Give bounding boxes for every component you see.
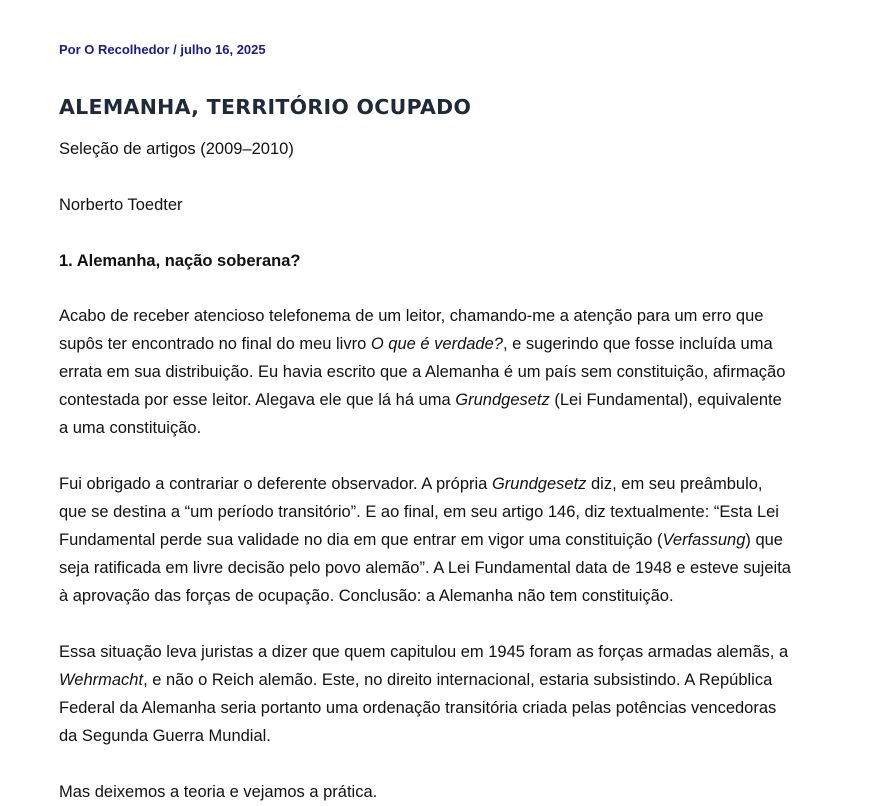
text-run: da Segunda Guerra Mundial.	[59, 727, 271, 745]
text-run: que se destina a “um período transitório”. E ao final, em seu artigo 146, diz textualmente: “Esta Lei	[59, 503, 779, 521]
text-run: Mas deixemos a teoria e vejamos a prática.	[59, 783, 378, 801]
text-run: supôs ter encontrado no final do meu livro	[59, 335, 371, 353]
emphasis-term: Wehrmacht	[59, 671, 144, 689]
text-run: Fui obrigado a contrariar o deferente observador. A própria	[59, 475, 492, 493]
paragraph-line	[59, 778, 819, 806]
text-run: , e sugerindo que fosse incluída uma	[502, 335, 773, 353]
paragraph-line	[59, 302, 819, 330]
paragraph-4	[59, 778, 819, 806]
text-run: Acabo de receber atencioso telefonema de um leitor, chamando-me a atenção para um erro que	[59, 307, 764, 325]
paragraph-line	[59, 554, 819, 582]
paragraph-line	[59, 526, 819, 554]
paragraph-line	[59, 582, 819, 610]
paragraph-line	[59, 330, 819, 358]
book-title: O que é verdade?	[370, 335, 503, 353]
paragraph-3	[59, 638, 819, 750]
section-heading: 1. Alemanha, nação soberana?	[59, 252, 301, 270]
post-title: ALEMANHA, TERRITÓRIO OCUPADO	[59, 95, 472, 119]
emphasis-term: Verfassung	[662, 531, 746, 549]
paragraph-line	[59, 358, 819, 386]
text-run: Federal da Alemanha seria portanto uma ordenação transitória criada pelas potências vencedoras	[59, 699, 777, 717]
text-run: a uma constituição.	[59, 419, 202, 437]
text-run: , e não o Reich alemão. Este, no direito internacional, estaria subsistindo. A República	[143, 671, 773, 689]
emphasis-term: Grundgesetz	[491, 475, 587, 493]
text-run: contestada por esse leitor. Alegava ele que lá há uma	[59, 391, 456, 409]
post-byline[interactable]: Por O Recolhedor / julho 16, 2025	[59, 42, 266, 57]
text-run: errata em sua distribuição. Eu havia escrito que a Alemanha é um país sem constituição, afirmação	[59, 363, 786, 381]
text-run: Essa situação leva juristas a dizer que quem capitulou em 1945 foram as forças armadas alemãs, a	[59, 643, 789, 661]
paragraph-line	[59, 666, 819, 694]
paragraph-line	[59, 498, 819, 526]
emphasis-term: Grundgesetz	[455, 391, 550, 409]
paragraph-2	[59, 470, 819, 610]
text-run: (Lei Fundamental), equivalente	[549, 391, 782, 409]
paragraph-line	[59, 470, 819, 498]
text-run: ) que	[745, 531, 783, 549]
paragraph-1	[59, 302, 819, 442]
post-subtitle: Seleção de artigos (2009–2010)	[59, 140, 294, 158]
paragraph-line	[59, 638, 819, 666]
text-run: à aprovação das forças de ocupação. Conclusão: a Alemanha não tem constituição.	[59, 587, 674, 605]
paragraph-line	[59, 386, 819, 414]
paragraph-line	[59, 722, 819, 750]
paragraph-line	[59, 694, 819, 722]
text-run: Fundamental perde sua validade no dia em que entrar em vigor uma constituição (	[59, 531, 663, 549]
paragraph-line	[59, 414, 819, 442]
text-run: seja ratificada em livre decisão pelo povo alemão”. A Lei Fundamental data de 1948 e esteve sujeita	[59, 559, 791, 577]
post-author: Norberto Toedter	[59, 196, 183, 214]
text-run: diz, em seu preâmbulo,	[586, 475, 763, 493]
